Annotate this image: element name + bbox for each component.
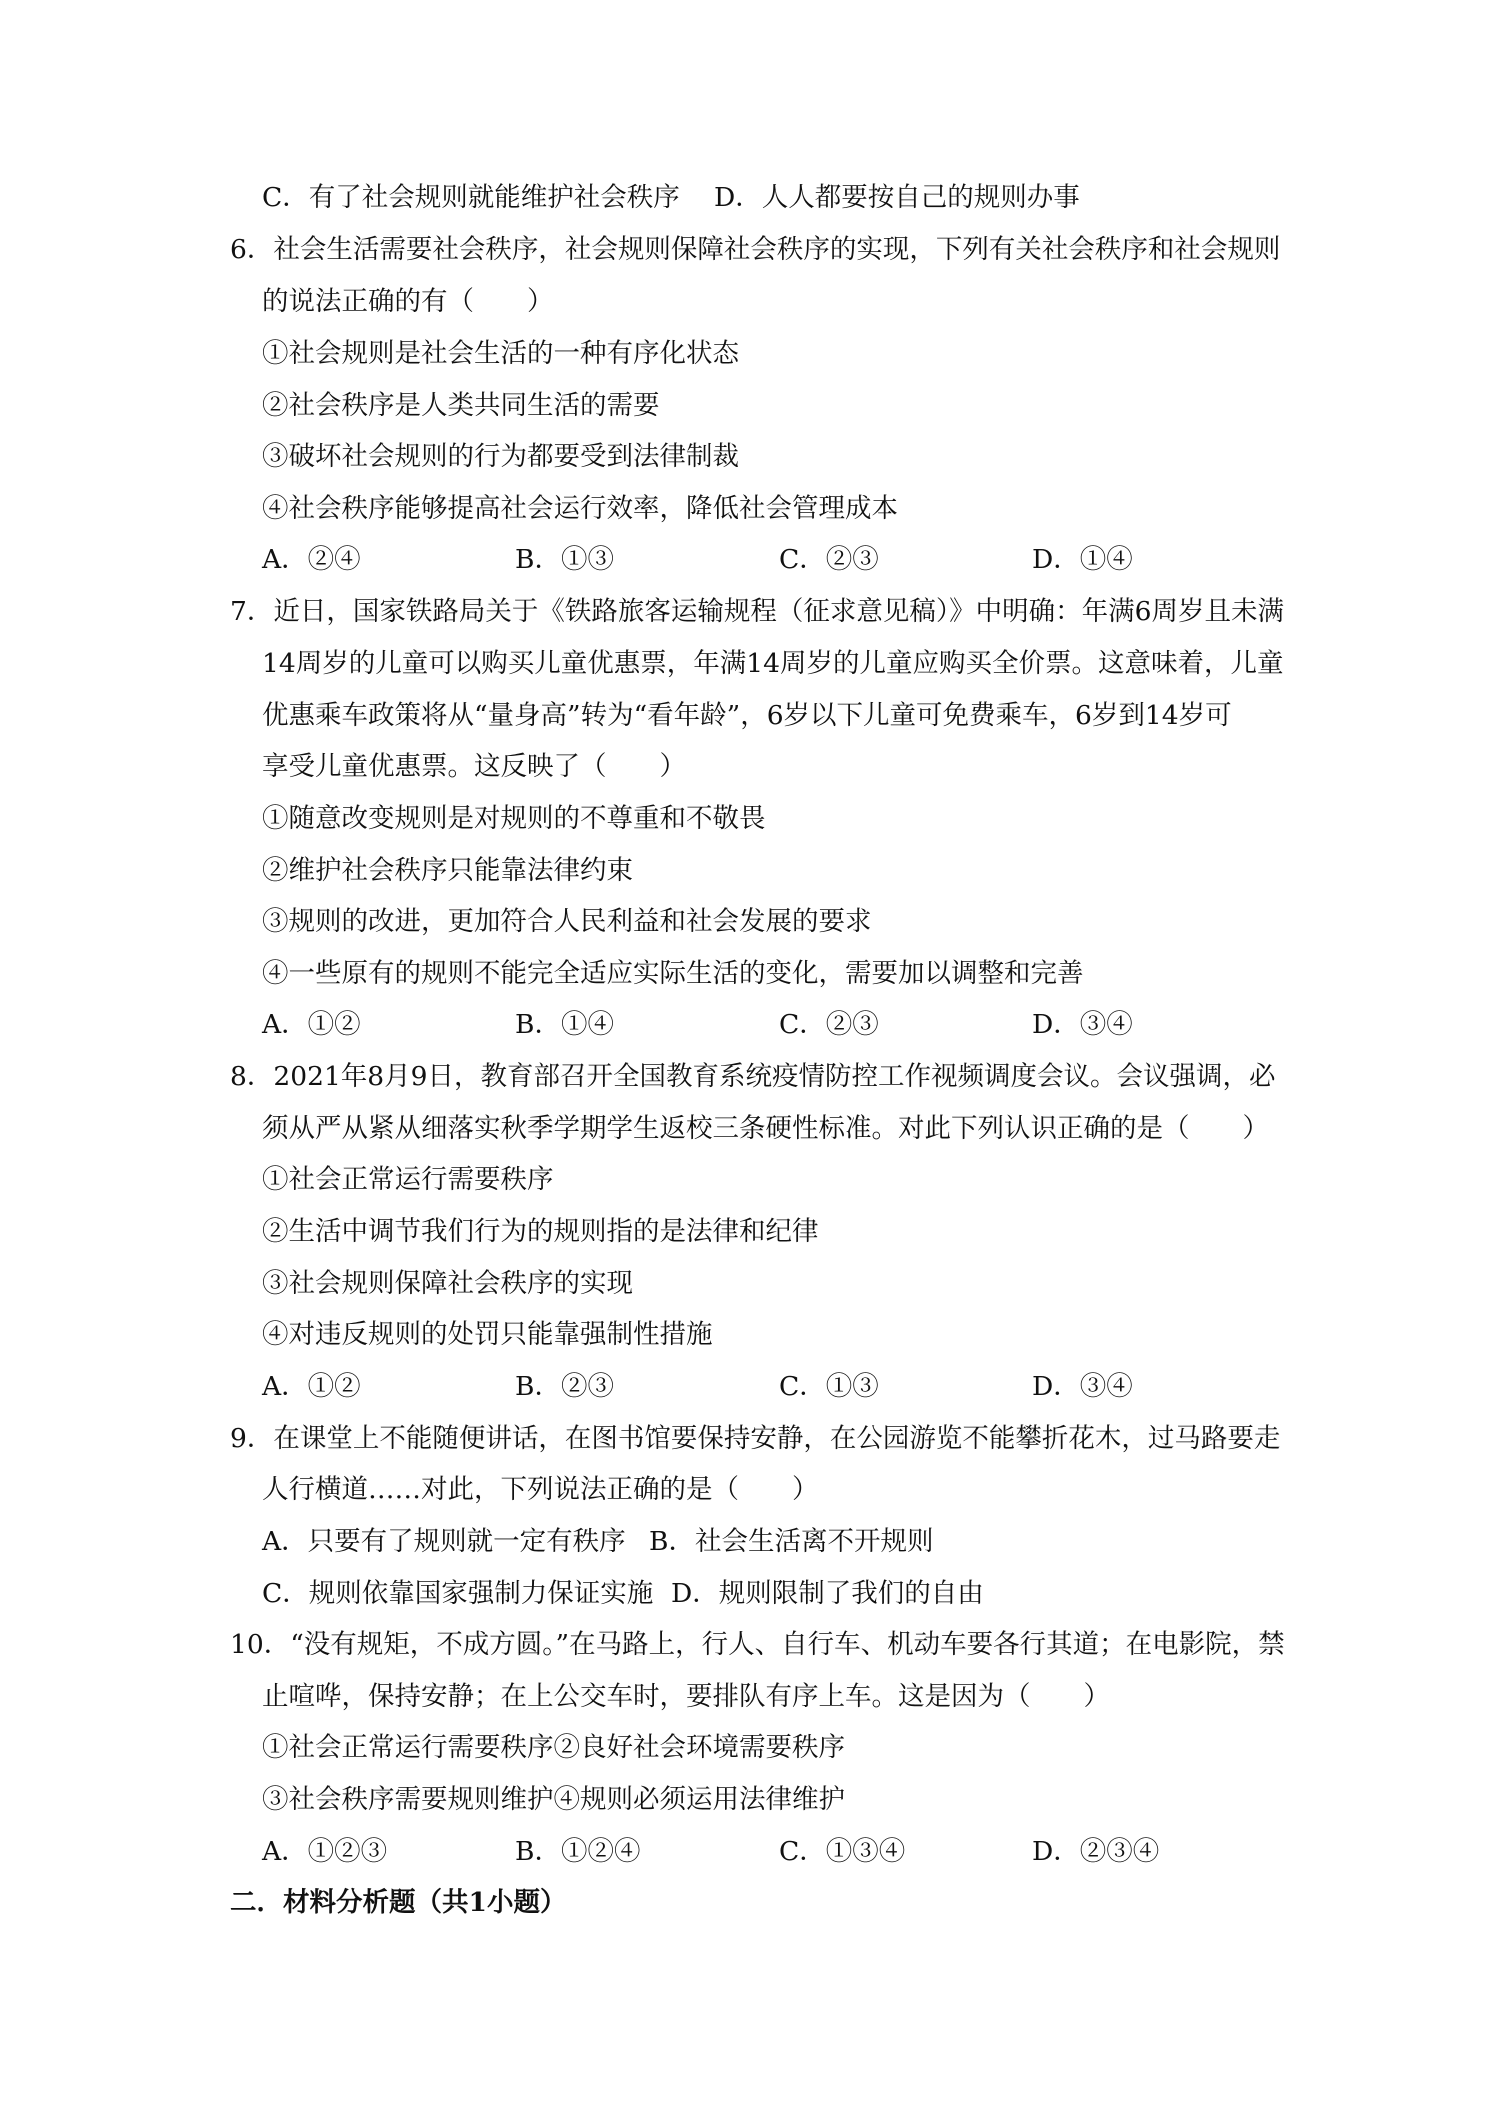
q7-stem-line2: 14周岁的儿童可以购买儿童优惠票，年满14周岁的儿童应购买全价票。这意味着，儿童 <box>262 648 1284 679</box>
q10-option-c: C．①③④ <box>779 1836 906 1867</box>
q6-item-3: ③破坏社会规则的行为都要受到法律制裁 <box>262 441 739 472</box>
q6-option-c: C．②③ <box>779 544 879 575</box>
q8-stem-line1: 8．2021年8月9日，教育部召开全国教育系统疫情防控工作视频调度会议。会议强调，必 <box>230 1061 1276 1092</box>
q10-option-b: B．①②④ <box>515 1836 641 1867</box>
q9-stem-line1: 9．在课堂上不能随便讲话，在图书馆要保持安静，在公园游览不能攀折花木，过马路要走 <box>230 1423 1281 1454</box>
q6-option-b: B．①③ <box>515 544 614 575</box>
q8-stem-line2: 须从严从紧从细落实秋季学期学生返校三条硬性标准。对此下列认识正确的是（ ） <box>262 1113 1269 1144</box>
section-2-title: 二．材料分析题（共1小题） <box>230 1887 567 1918</box>
q7-option-b: B．①④ <box>515 1009 614 1040</box>
q8-option-b: B．②③ <box>515 1371 614 1402</box>
q10-option-a: A．①②③ <box>262 1836 388 1867</box>
q7-item-2: ②维护社会秩序只能靠法律约束 <box>262 855 633 886</box>
q8-item-3: ③社会规则保障社会秩序的实现 <box>262 1268 633 1299</box>
q7-item-4: ④一些原有的规则不能完全适应实际生活的变化，需要加以调整和完善 <box>262 958 1084 989</box>
q7-option-c: C．②③ <box>779 1009 879 1040</box>
q6-stem-line1: 6．社会生活需要社会秩序，社会规则保障社会秩序的实现，下列有关社会秩序和社会规则 <box>230 234 1281 265</box>
q6-item-4: ④社会秩序能够提高社会运行效率，降低社会管理成本 <box>262 493 898 524</box>
q7-option-d: D．③④ <box>1032 1009 1133 1040</box>
q8-item-4: ④对违反规则的处罚只能靠强制性措施 <box>262 1319 713 1350</box>
q6-stem-line2: 的说法正确的有（ ） <box>262 286 554 317</box>
q7-item-1: ①随意改变规则是对规则的不尊重和不敬畏 <box>262 803 766 834</box>
q6-item-2: ②社会秩序是人类共同生活的需要 <box>262 390 660 421</box>
q9-option-c: C．规则依靠国家强制力保证实施 <box>262 1578 654 1609</box>
q10-stem-line1: 10．“没有规矩，不成方圆。”在马路上，行人、自行车、机动车要各行其道；在电影院，禁 <box>230 1629 1285 1660</box>
q8-option-c: C．①③ <box>779 1371 879 1402</box>
q5-option-d: D．人人都要按自己的规则办事 <box>714 182 1080 213</box>
q7-stem-line1: 7．近日，国家铁路局关于《铁路旅客运输规程（征求意见稿）》中明确：年满6周岁且未满 <box>230 596 1284 627</box>
q9-option-d: D．规则限制了我们的自由 <box>671 1578 984 1609</box>
q8-option-a: A．①② <box>262 1371 361 1402</box>
q5-option-c: C．有了社会规则就能维护社会秩序 <box>262 182 680 213</box>
q9-option-a: A．只要有了规则就一定有秩序 <box>262 1526 626 1557</box>
q6-option-d: D．①④ <box>1032 544 1133 575</box>
q10-items-3-4: ③社会秩序需要规则维护④规则必须运用法律维护 <box>262 1784 845 1815</box>
q10-items-1-2: ①社会正常运行需要秩序②良好社会环境需要秩序 <box>262 1732 845 1763</box>
q7-option-a: A．①② <box>262 1009 361 1040</box>
q7-item-3: ③规则的改进，更加符合人民利益和社会发展的要求 <box>262 906 872 937</box>
q10-option-d: D．②③④ <box>1032 1836 1160 1867</box>
q9-stem-line2: 人行横道……对此，下列说法正确的是（ ） <box>262 1474 819 1505</box>
q10-stem-line2: 止喧哗，保持安静；在上公交车时，要排队有序上车。这是因为（ ） <box>262 1681 1110 1712</box>
q6-item-1: ①社会规则是社会生活的一种有序化状态 <box>262 338 739 369</box>
q7-stem-line4: 享受儿童优惠票。这反映了（ ） <box>262 751 686 782</box>
q6-option-a: A．②④ <box>262 544 361 575</box>
q8-item-1: ①社会正常运行需要秩序 <box>262 1164 554 1195</box>
q8-option-d: D．③④ <box>1032 1371 1133 1402</box>
q7-stem-line3: 优惠乘车政策将从“量身高”转为“看年龄”，6岁以下儿童可免费乘车，6岁到14岁可 <box>262 700 1232 731</box>
q9-option-b: B．社会生活离不开规则 <box>649 1526 934 1557</box>
q8-item-2: ②生活中调节我们行为的规则指的是法律和纪律 <box>262 1216 819 1247</box>
